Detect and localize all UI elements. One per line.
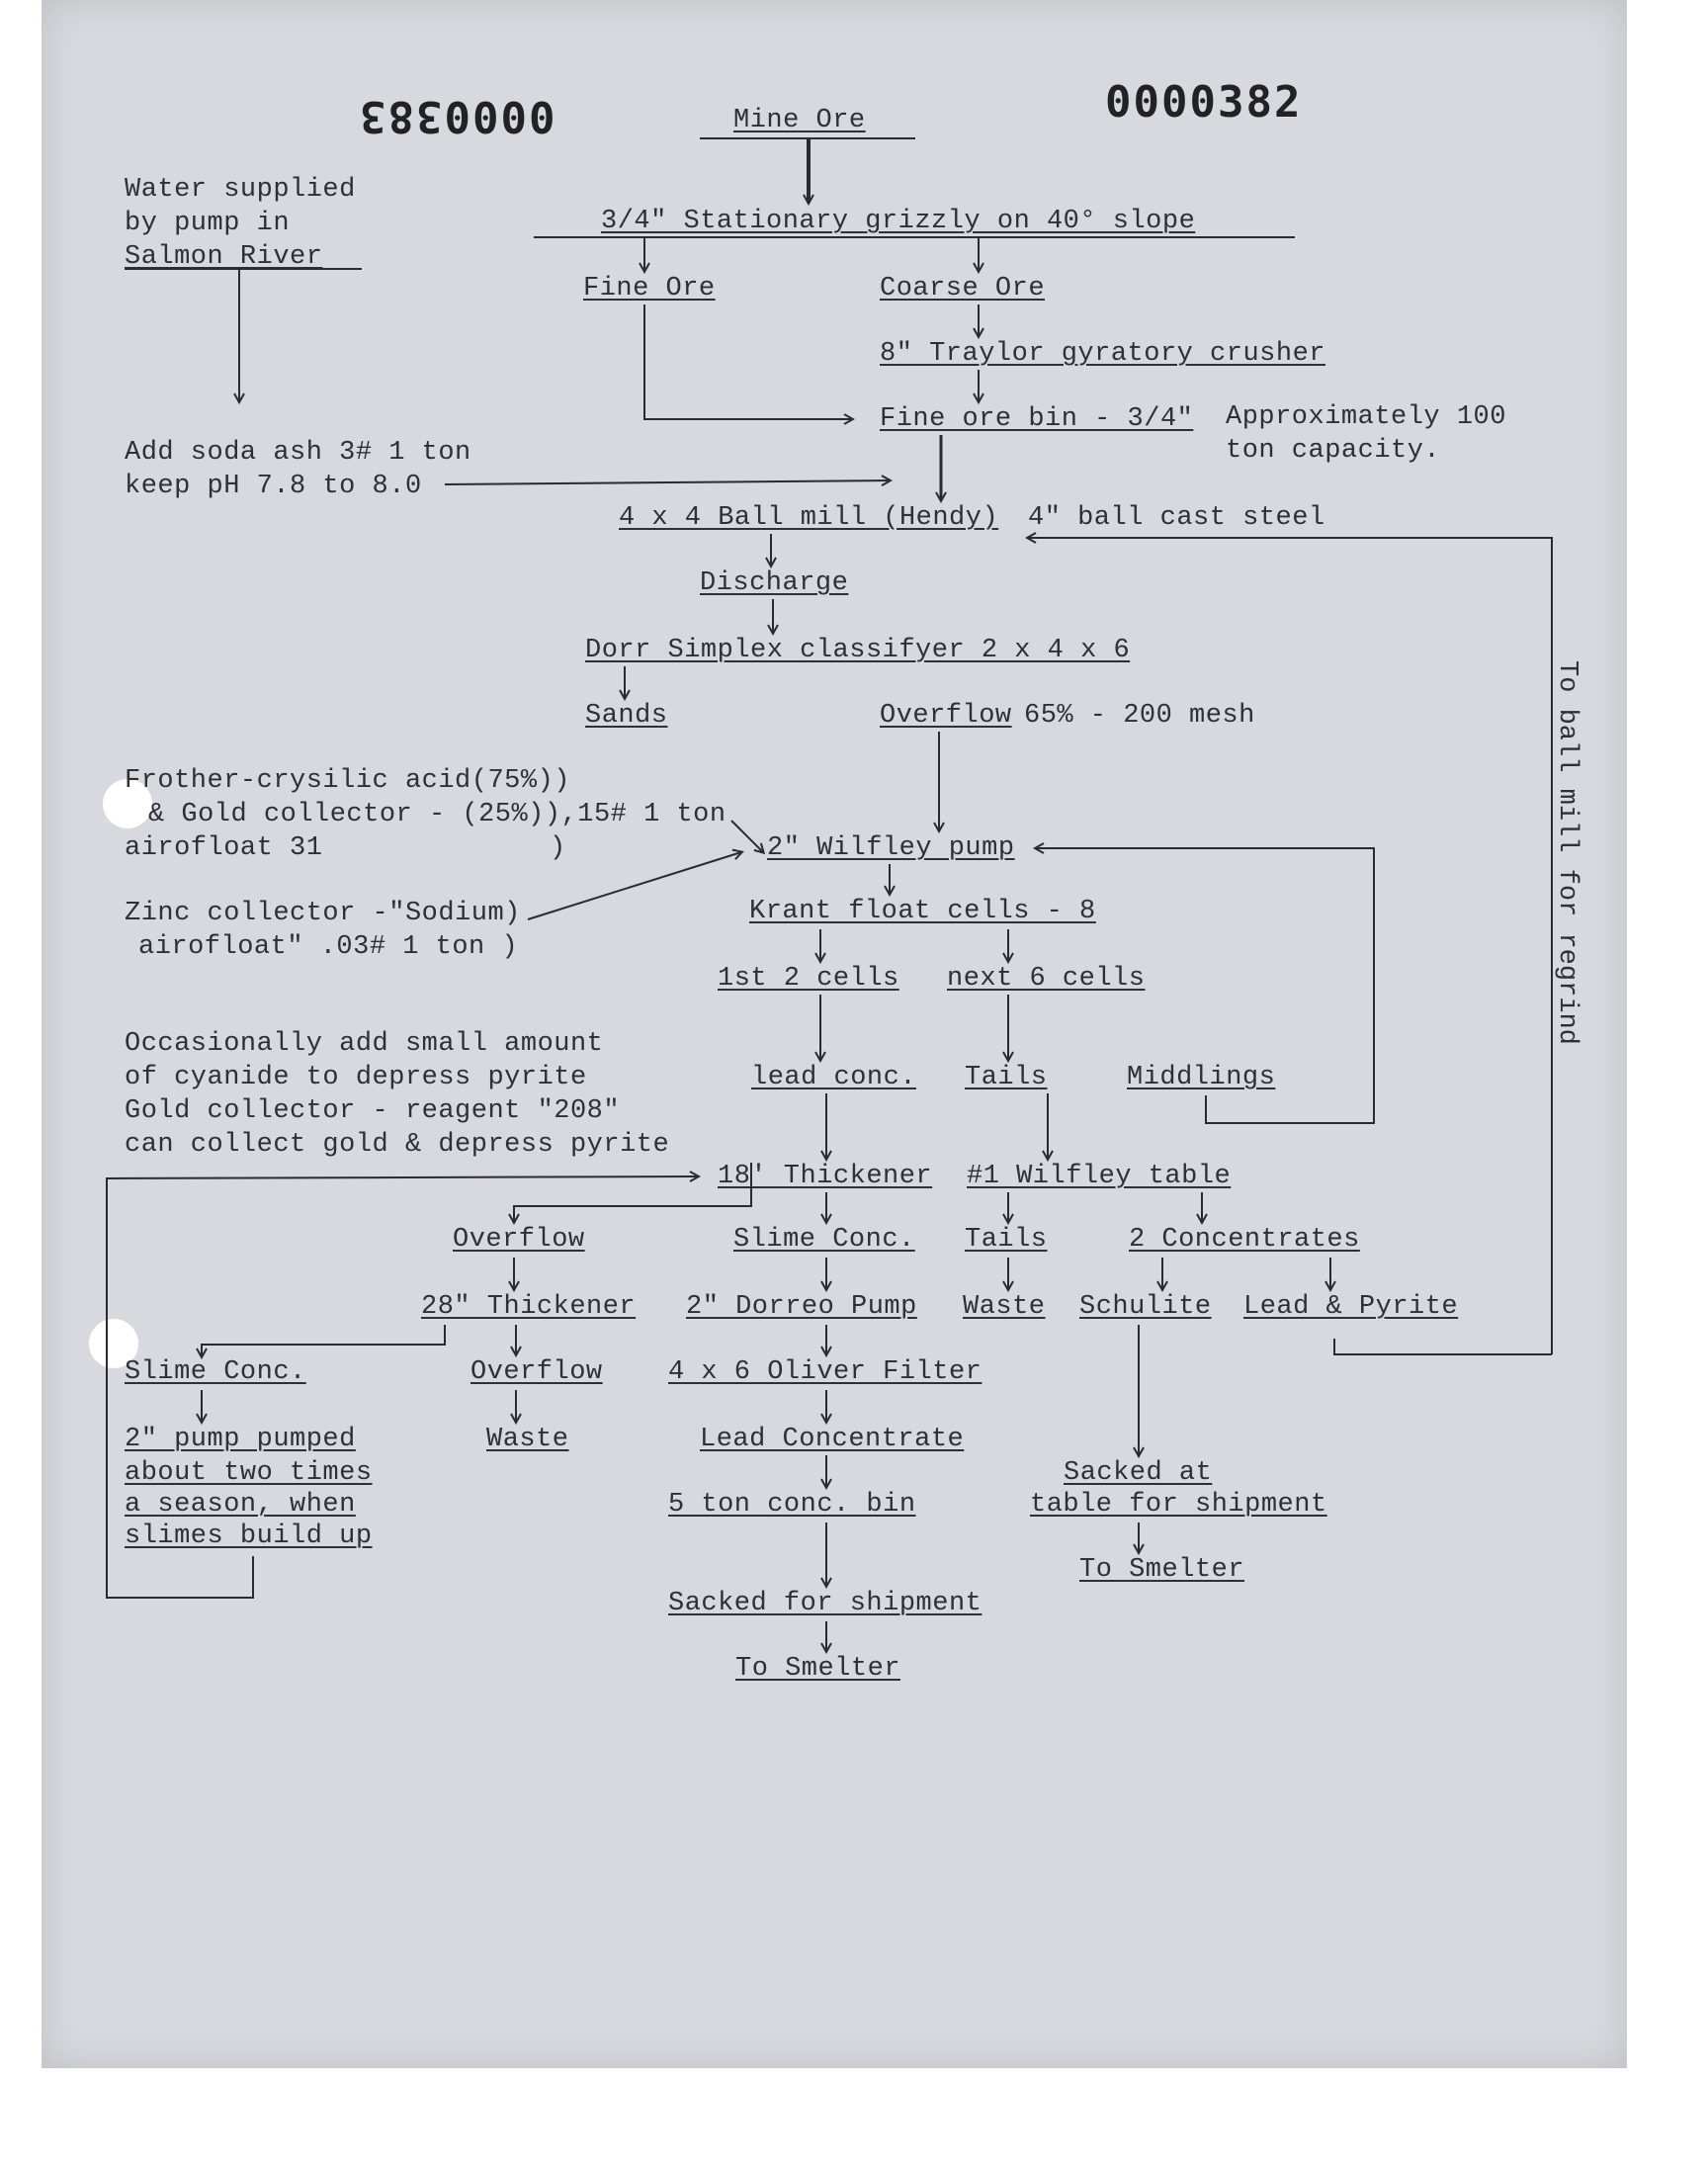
node-tails-1: Tails [965,1063,1048,1092]
line-leadpyrite-to-regrind [1334,1339,1552,1354]
node-sacked-table-line2: table for shipment [1030,1490,1327,1520]
node-pump-line1: 2" pump pumped [125,1425,356,1454]
note-water-line3: Salmon River [125,242,323,272]
node-slime-conc-1: Slime Conc. [733,1225,915,1255]
node-sands: Sands [585,701,668,731]
node-pump-line3: a season, when [125,1490,356,1520]
node-overflow-classifier: Overflow [880,701,1012,731]
arrow-zinc-to-pump [528,852,741,919]
arrow-fine-to-bin [644,304,852,419]
note-cyanide-line1: Occasionally add small amount [125,1029,604,1059]
node-oliver-filter: 4 x 6 Oliver Filter [668,1357,982,1387]
node-schulite: Schulite [1079,1292,1212,1322]
doc-number-mirrored: 0000383 [358,91,555,141]
note-cyanide-line4: can collect gold & depress pyrite [125,1130,670,1160]
node-sacked-table-line1: Sacked at [1064,1458,1213,1488]
note-ball-steel: 4" ball cast steel [1028,503,1325,533]
node-slime-conc-2: Slime Conc. [125,1357,306,1387]
node-overflow-1: Overflow [453,1225,585,1255]
node-conc-bin: 5 ton conc. bin [668,1490,916,1520]
node-coarse-ore: Coarse Ore [880,274,1046,304]
arrow-frother-to-pump [731,821,763,852]
node-to-smelter-1: To Smelter [735,1654,901,1684]
node-dorreo-pump: 2" Dorreo Pump [686,1292,917,1322]
node-fine-ore: Fine Ore [583,274,716,304]
node-pump-line4: slimes build up [125,1522,373,1551]
node-overflow-2: Overflow [470,1357,603,1387]
note-cyanide-line2: of cyanide to depress pyrite [125,1063,587,1092]
node-mine-ore: Mine Ore [733,106,866,135]
note-zinc-line1: Zinc collector -"Sodium) [125,899,521,928]
node-pump-line2: about two times [125,1458,373,1488]
arrow-middlings-return [1036,848,1374,1123]
node-first-cells: 1st 2 cells [718,964,899,994]
node-classifier: Dorr Simplex classifyer 2 x 4 x 6 [585,636,1131,665]
note-mesh: 65% - 200 mesh [1024,701,1255,731]
node-waste-2: Waste [486,1425,569,1454]
node-lead-conc: lead conc. [751,1063,917,1092]
node-grizzly: 3/4" Stationary grizzly on 40° slope [601,207,1196,236]
note-water-line2: by pump in [125,209,291,238]
note-frother-line4: ) [550,833,566,863]
node-lead-concentrate: Lead Concentrate [700,1425,965,1454]
node-thickener-28: 28" Thickener [421,1292,637,1322]
node-ball-mill: 4 x 4 Ball mill (Hendy) [619,503,999,533]
note-regrind: To ball mill for regrind [1552,660,1581,1045]
arrow-regrind-return [1028,538,1552,1354]
note-soda-line1: Add soda ash 3# 1 ton [125,438,471,468]
node-to-smelter-2: To Smelter [1079,1555,1245,1585]
note-water-line1: Water supplied [125,175,356,205]
node-middlings: Middlings [1127,1063,1276,1092]
node-waste-1: Waste [963,1292,1046,1322]
note-capacity-line1: Approximately 100 [1226,402,1506,432]
node-two-concentrates: 2 Concentrates [1129,1225,1360,1255]
arrow-soda-to-mill [445,480,890,484]
node-fine-ore-bin: Fine ore bin - 3/4" [880,404,1194,434]
node-next-cells: next 6 cells [947,964,1146,994]
doc-number: 0000382 [1105,77,1303,128]
note-frother-line3: airofloat 31 [125,833,323,863]
node-sacked-shipment: Sacked for shipment [668,1589,982,1618]
arrow-thickener18-to-overflow [514,1163,751,1222]
note-cyanide-line3: Gold collector - reagent "208" [125,1096,621,1126]
node-discharge: Discharge [700,568,849,598]
node-lead-pyrite: Lead & Pyrite [1243,1292,1459,1322]
note-frother-line2: & Gold collector - (25%)),15# 1 ton [148,800,726,829]
node-wilfley-table: #1 Wilfley table [967,1162,1232,1191]
note-frother-line1: Frother-crysilic acid(75%)) [125,766,570,796]
node-crusher: 8" Traylor gyratory crusher [880,339,1325,369]
arrow-slime-pump-return [107,1176,698,1598]
note-capacity-line2: ton capacity. [1226,436,1441,466]
note-zinc-line2: airofloat" .03# 1 ton ) [138,932,519,962]
node-float-cells: Krant float cells - 8 [749,897,1096,926]
node-thickener-18: 18' Thickener [718,1162,933,1191]
arrow-thickener28-to-slime [202,1325,445,1356]
node-wilfley-pump: 2" Wilfley pump [767,833,1015,863]
node-tails-2: Tails [965,1225,1048,1255]
note-soda-line2: keep pH 7.8 to 8.0 [125,472,422,501]
